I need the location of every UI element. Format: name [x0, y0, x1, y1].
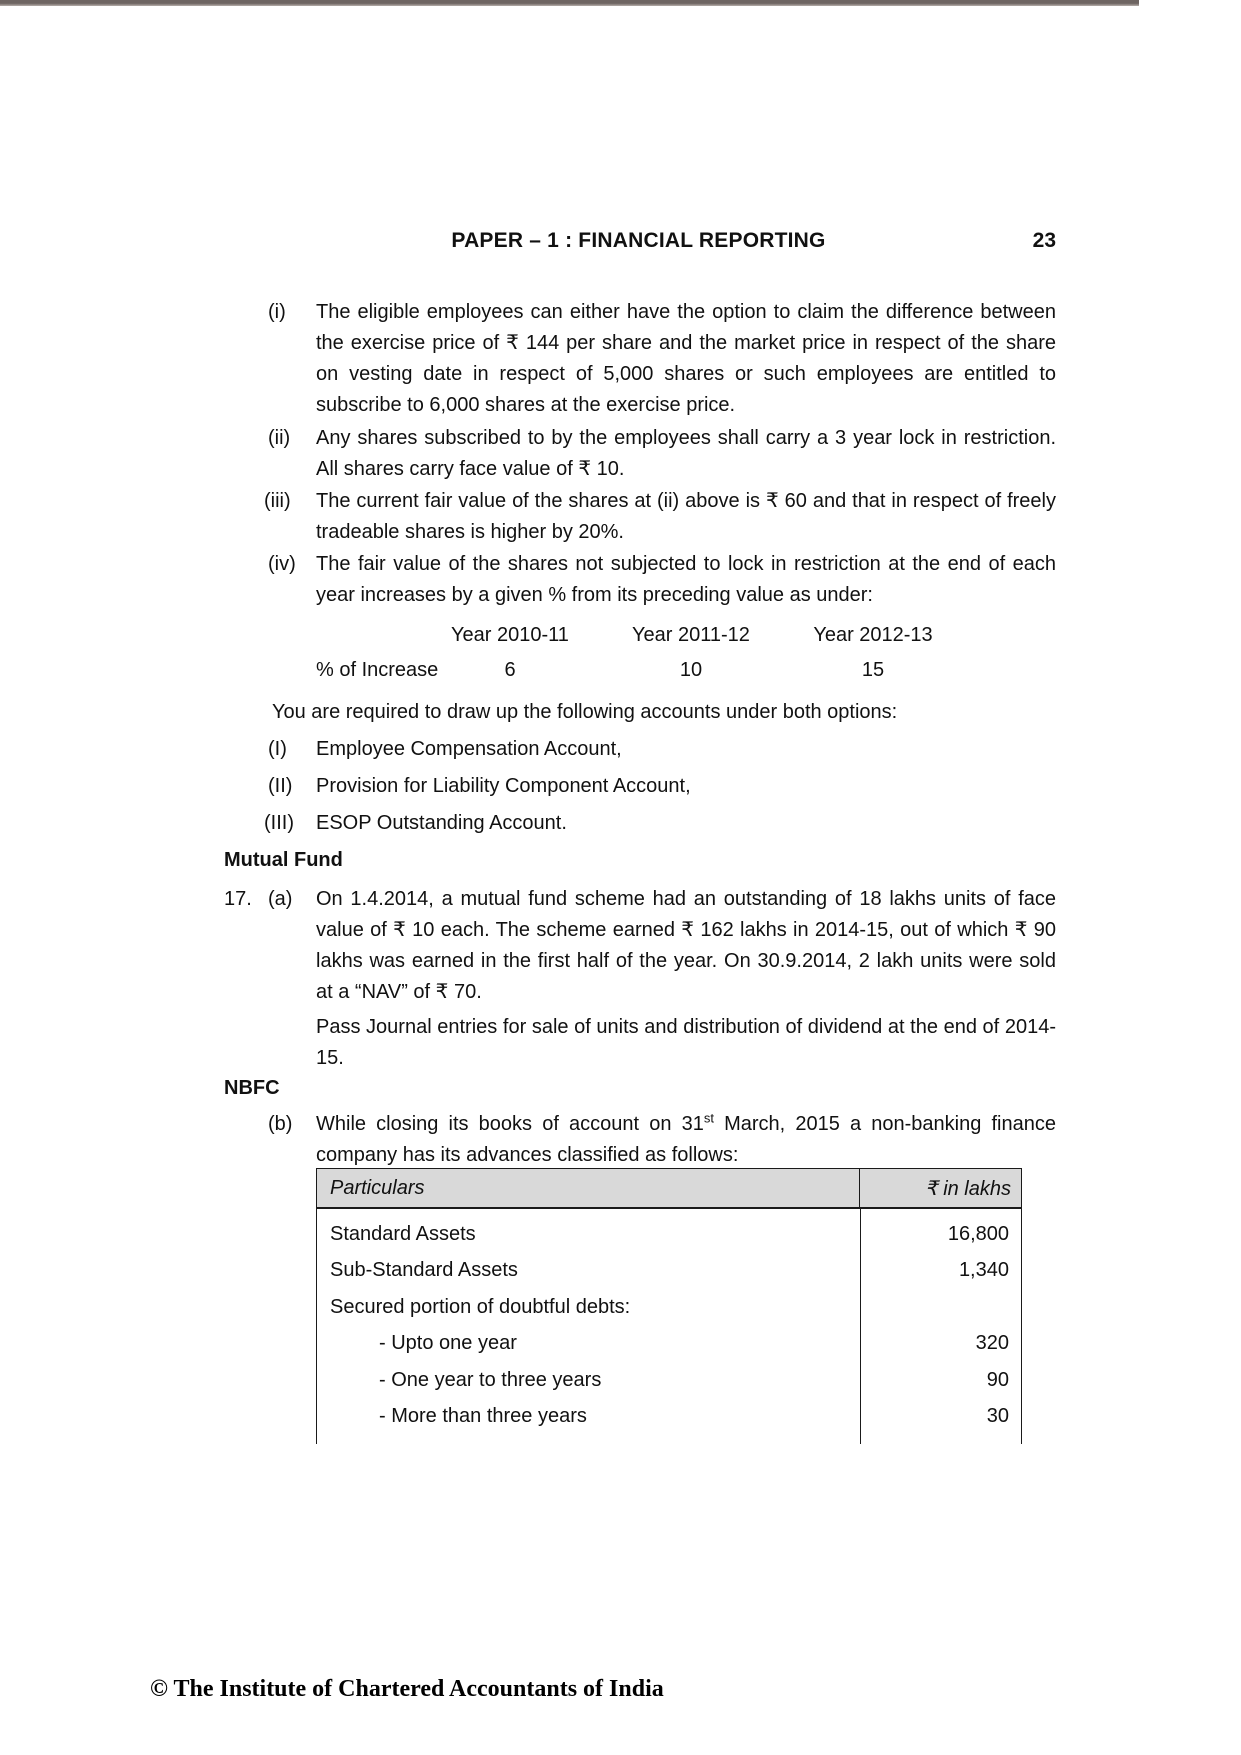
row-value: 320 [975, 1332, 1009, 1355]
top-rule-bar [0, 0, 1139, 6]
increase-value-1: 6 [504, 659, 516, 681]
row-label: Sub-Standard Assets [330, 1259, 518, 1282]
requirement-intro: You are required to draw up the following accounts under both options: [272, 701, 898, 723]
column-divider [860, 1209, 861, 1444]
paragraph-ii: Any shares subscribed to by the employees shall carry a 3 year lock in restriction. All shares carry face value of ₹ 10. [316, 427, 1056, 480]
increase-value-2: 10 [679, 659, 703, 681]
paragraph-i: The eligible employees can either have the option to claim the difference between the exercise price of ₹ 144 per share and the market price in respect of the share on vesting date in respect of 5,000 shares or such employees are entitled to subscribe to 6,000 shares at the exercise price. [316, 301, 1056, 416]
part-marker-a: (a) [268, 888, 293, 910]
increase-value-3: 15 [861, 659, 885, 681]
paragraph-iv: The fair value of the shares not subjected to lock in restriction at the end of each year increases by a given % from its preceding value as under: [316, 553, 1056, 606]
paragraph-b-sup: st [703, 1110, 714, 1126]
copyright-footer: © The Institute of Chartered Accountants of India [150, 1676, 664, 1702]
question-number: 17. [224, 888, 252, 910]
row-value: 16,800 [947, 1222, 1009, 1245]
year-col-3: Year 2012-13 [813, 624, 933, 646]
req-item-3: ESOP Outstanding Account. [316, 812, 567, 834]
heading-nbfc: NBFC [224, 1077, 280, 1099]
col-header-amount: ₹ in lakhs [859, 1169, 1021, 1207]
list-marker-ii: (ii) [268, 427, 291, 449]
row-label: Secured portion of doubtful debts: [330, 1295, 631, 1318]
page-number: 23 [1032, 229, 1056, 252]
table-row [317, 1253, 1021, 1290]
col-header-particulars: Particulars [330, 1176, 425, 1199]
row-label: - One year to three years [379, 1368, 602, 1391]
paragraph-17a: On 1.4.2014, a mutual fund scheme had an outstanding of 18 lakhs units of face value of ₹ 10 each. The scheme earned ₹ 162 lakhs in 2014-15, out of which ₹ 90 lakhs was earned in the first half of the year. On 30.9.2014, 2 lakh units were sold at a “NAV” of ₹ 70. [316, 888, 1056, 1003]
year-col-1: Year 2010-11 [451, 624, 569, 646]
table-row [317, 1216, 1021, 1253]
req-item-2: Provision for Liability Component Account, [316, 775, 691, 797]
row-label: Standard Assets [330, 1222, 476, 1245]
row-value: 30 [986, 1405, 1009, 1428]
advances-table-body [316, 1209, 1022, 1444]
row-value: 1,340 [958, 1259, 1009, 1282]
row-label: - More than three years [379, 1405, 587, 1428]
increase-row-label: % of Increase [316, 659, 439, 681]
table-row [317, 1326, 1021, 1363]
req-item-1: Employee Compensation Account, [316, 738, 622, 760]
table-row [317, 1289, 1021, 1326]
row-value: 90 [986, 1368, 1009, 1391]
part-marker-b: (b) [268, 1113, 293, 1135]
paragraph-17a-requirement: Pass Journal entries for sale of units and distribution of dividend at the end of 2014-15. [316, 1016, 1056, 1069]
list-marker-iv: (iv) [268, 553, 296, 575]
table-row [317, 1399, 1021, 1436]
list-marker-i: (i) [268, 301, 286, 323]
table-row [317, 1362, 1021, 1399]
req-marker-1: (I) [268, 738, 287, 760]
year-col-2: Year 2011-12 [632, 624, 750, 646]
req-marker-2: (II) [268, 775, 293, 797]
paragraph-b [316, 1109, 1056, 1171]
req-marker-3: (III) [264, 812, 294, 834]
row-label: - Upto one year [379, 1332, 517, 1355]
paragraph-b-text1: While closing its books of account on 31 [316, 1113, 704, 1135]
paragraph-b-text2: March, 2015 a non-banking finance company has its advances classified as follows: [316, 1113, 1056, 1166]
paragraph-iii: The current fair value of the shares at (ii) above is ₹ 60 and that in respect of freely tradeable shares is higher by 20%. [316, 490, 1056, 543]
list-marker-iii: (iii) [264, 490, 291, 512]
advances-table-header [316, 1168, 1022, 1209]
heading-mutual-fund: Mutual Fund [224, 849, 343, 871]
advances-table [316, 1168, 1022, 1444]
page-header-title: PAPER – 1 : FINANCIAL REPORTING [451, 229, 826, 252]
